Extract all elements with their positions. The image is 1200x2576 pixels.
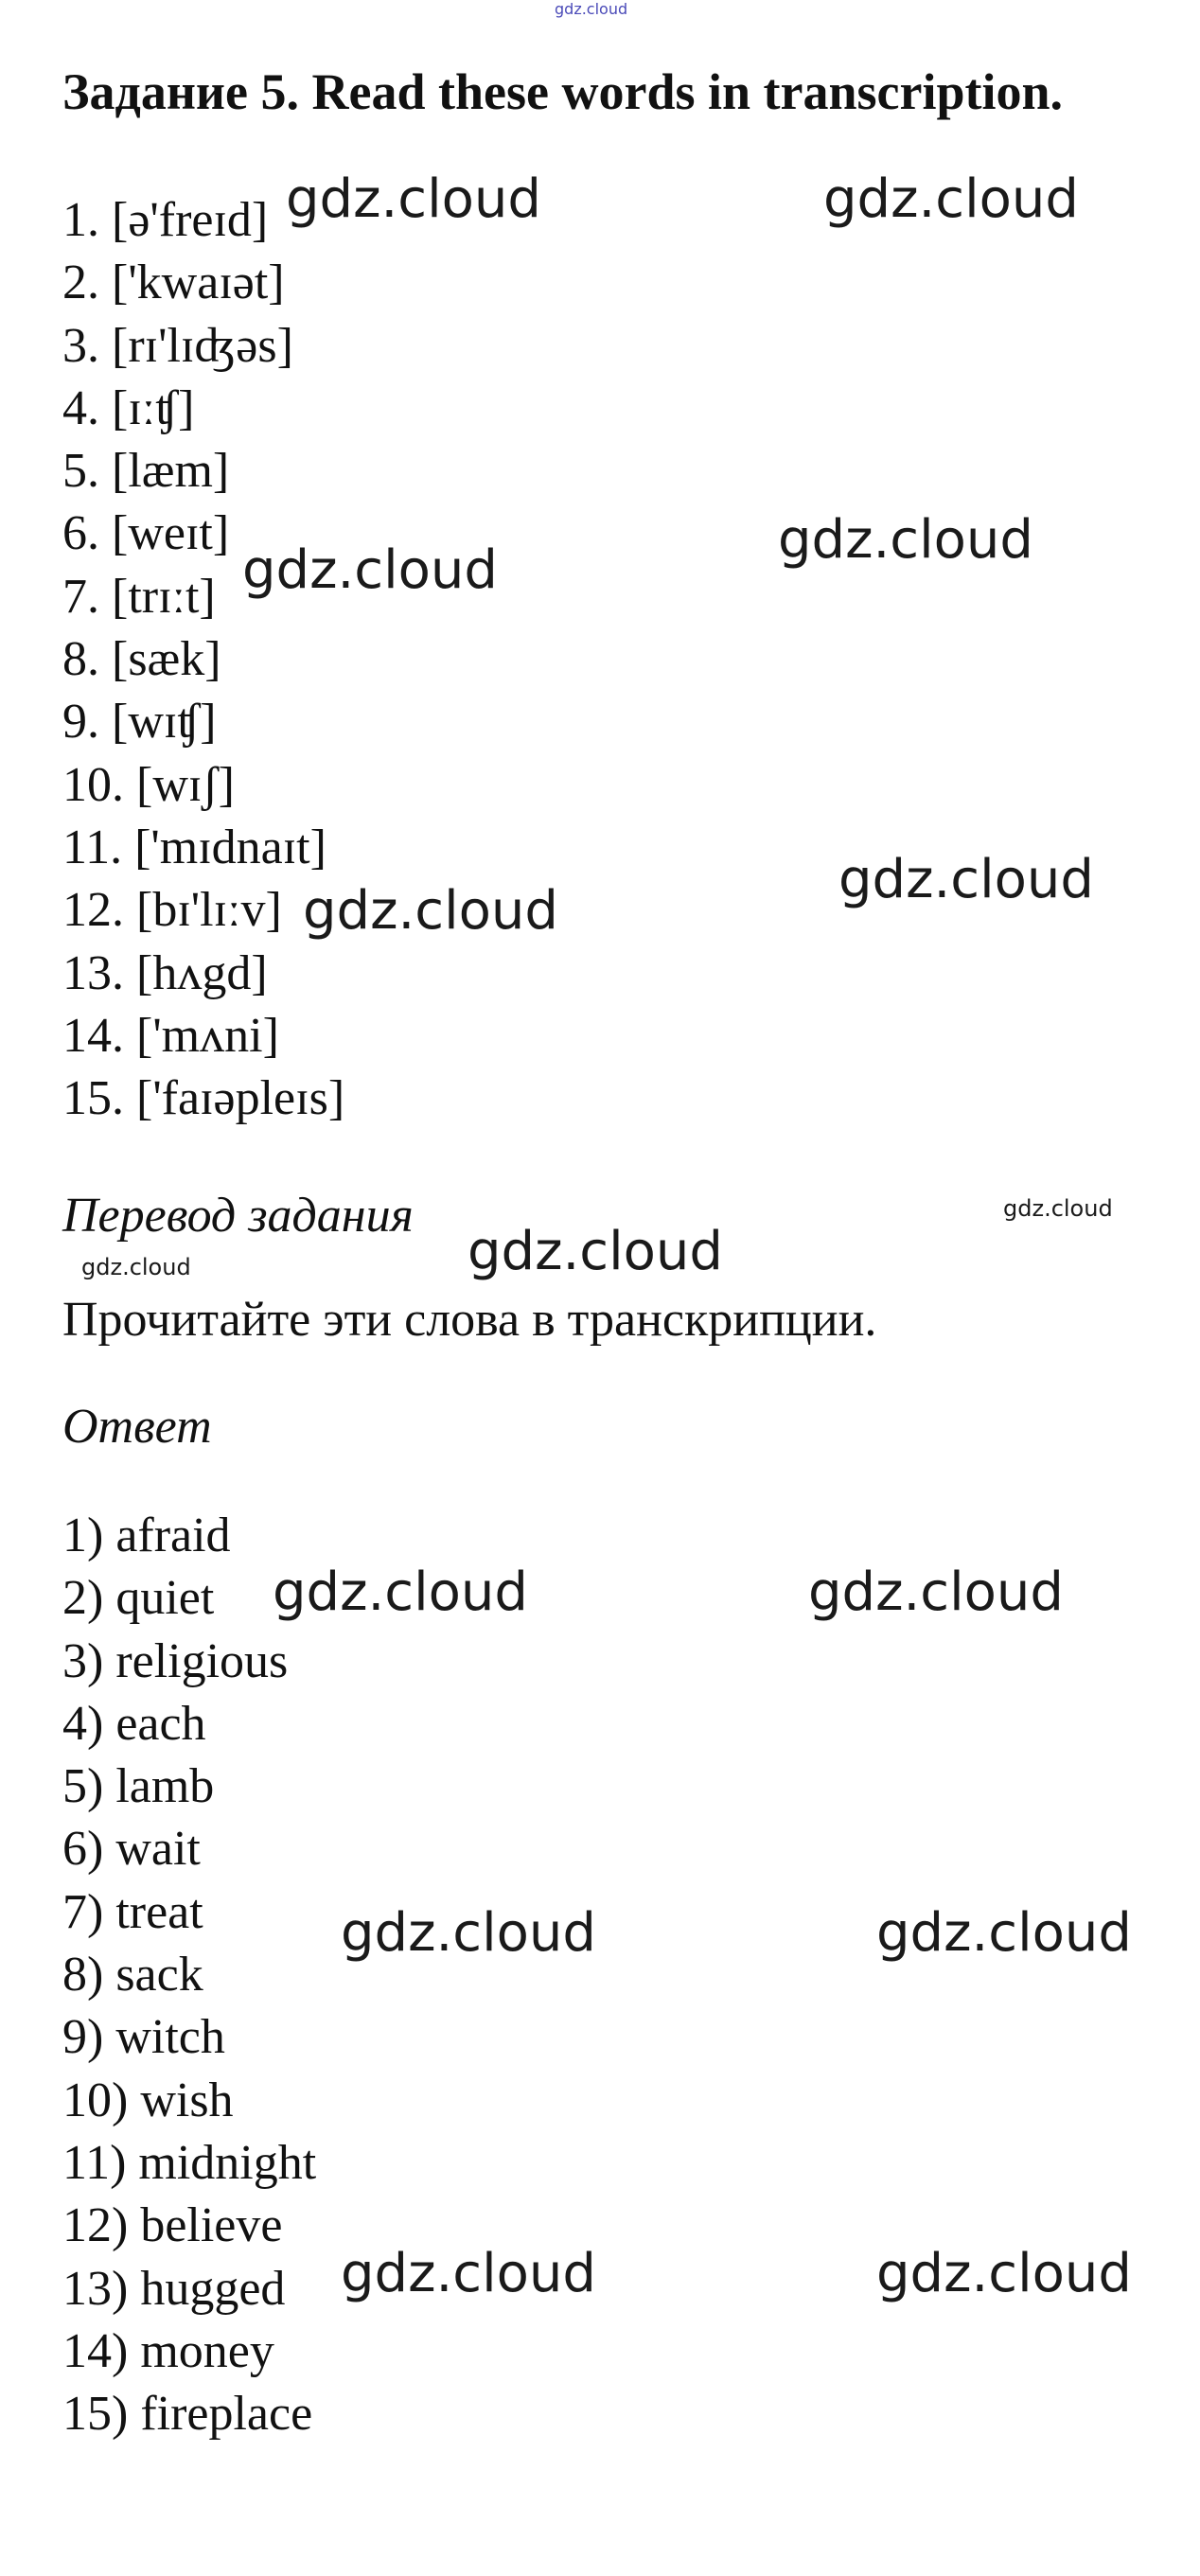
list-item: 3) religious xyxy=(62,1633,289,1688)
list-item: 6) wait xyxy=(62,1822,201,1877)
watermark: gdz.cloud xyxy=(778,509,1033,571)
list-item: 14) money xyxy=(62,2323,274,2378)
list-item: 6. [weɪt] xyxy=(62,506,230,561)
list-item: 3. [rɪ'lɪʤəs] xyxy=(62,318,293,373)
list-item: 8) sack xyxy=(62,1948,203,2003)
list-item: 4) each xyxy=(62,1696,206,1751)
watermark: gdz.cloud xyxy=(876,2243,1132,2304)
watermark: gdz.cloud xyxy=(273,1561,528,1623)
watermark-top: gdz.cloud xyxy=(555,0,628,18)
list-item: 15. ['faɪəpleɪs] xyxy=(62,1071,345,1126)
answer-list xyxy=(62,1505,316,2445)
list-item: 1. [ə'freɪd] xyxy=(62,193,269,247)
list-item: 4. [ɪːʧ] xyxy=(62,380,195,435)
watermark: gdz.cloud xyxy=(286,168,541,230)
list-item: 13. [hʌgd] xyxy=(62,945,268,1000)
answer-heading: Ответ xyxy=(62,1400,212,1454)
list-item: 9) witch xyxy=(62,2010,225,2065)
watermark: gdz.cloud xyxy=(838,849,1094,910)
list-item: 5. [læm] xyxy=(62,444,230,499)
list-item: 13) hugged xyxy=(62,2261,286,2316)
task-title: Задание 5. Read these words in transcription. xyxy=(62,63,1064,120)
watermark: gdz.cloud xyxy=(808,1561,1064,1623)
list-item: 7. [trɪːt] xyxy=(62,569,216,624)
watermark: gdz.cloud xyxy=(341,2243,596,2304)
watermark: gdz.cloud xyxy=(876,1902,1132,1964)
list-item: 10. [wɪʃ] xyxy=(62,757,235,812)
watermark: gdz.cloud xyxy=(1003,1195,1113,1222)
watermark: gdz.cloud xyxy=(242,539,498,601)
list-item: 7) treat xyxy=(62,1884,203,1939)
list-item: 9. [wɪʧ] xyxy=(62,695,217,750)
watermark: gdz.cloud xyxy=(468,1221,723,1282)
list-item: 12) believe xyxy=(62,2198,283,2253)
list-item: 10) wish xyxy=(62,2073,234,2127)
list-item: 15) fireplace xyxy=(62,2387,313,2442)
list-item: 5) lamb xyxy=(62,1759,215,1814)
transcription-list xyxy=(62,189,344,1130)
list-item: 12. [bɪ'lɪːv] xyxy=(62,883,282,938)
translation-heading: Перевод задания xyxy=(62,1189,414,1243)
watermark: gdz.cloud xyxy=(823,168,1079,230)
watermark: gdz.cloud xyxy=(303,880,558,942)
list-item: 11. ['mɪdnaɪt] xyxy=(62,820,326,874)
watermark: gdz.cloud xyxy=(81,1254,191,1280)
list-item: 8. [sæk] xyxy=(62,632,221,687)
translation-text: Прочитайте эти слова в транскрипции. xyxy=(62,1293,877,1347)
list-item: 2) quiet xyxy=(62,1571,215,1626)
watermark: gdz.cloud xyxy=(341,1902,596,1964)
list-item: 2. ['kwaɪət] xyxy=(62,256,285,310)
list-item: 1) afraid xyxy=(62,1509,231,1562)
list-item: 14. ['mʌni] xyxy=(62,1008,279,1063)
list-item: 11) midnight xyxy=(62,2135,317,2190)
